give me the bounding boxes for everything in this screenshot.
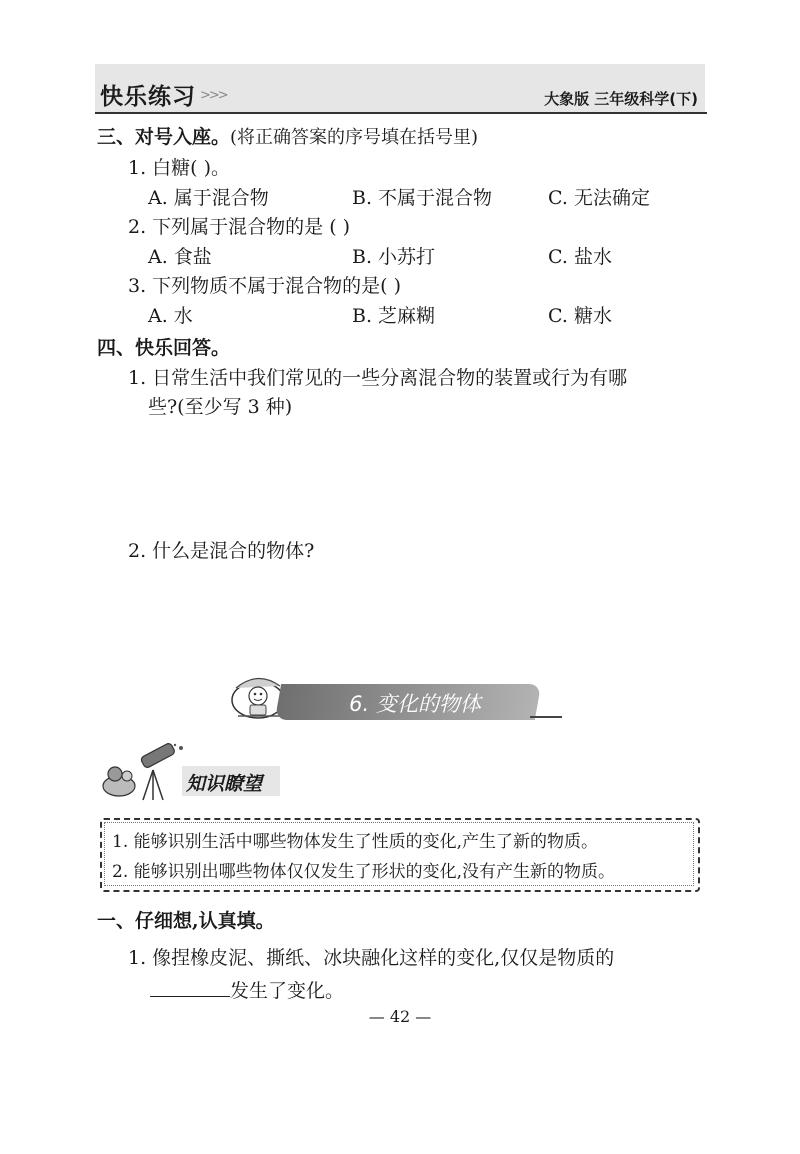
telescope-icon [97,742,187,804]
option-c: C. 盐水 [548,246,612,268]
section3-title: 三、对号入座。 [97,126,231,148]
option-b: B. 不属于混合物 [352,187,493,209]
question-text: 2. 什么是混合的物体? [128,540,315,562]
option-c: C. 糖水 [548,305,612,327]
section1-heading: 一、仔细想,认真填。 [97,910,275,932]
option-a: A. 属于混合物 [148,187,269,209]
page-number: — 42 — [368,1007,432,1026]
goal-item: 2. 能够识别出哪些物体仅仅发生了形状的变化,没有产生新的物质。 [112,862,616,882]
question-text-cont: 些?(至少写 3 种) [148,396,293,418]
header-title: 快乐练习 [100,84,196,110]
option-c: C. 无法确定 [548,187,650,209]
option-b: B. 芝麻糊 [352,305,436,327]
question-text: 1. 日常生活中我们常见的一些分离混合物的装置或行为有哪 [128,367,628,389]
option-b: B. 小苏打 [352,246,436,268]
question-text-cont: 发生了变化。 [230,980,345,1002]
option-a: A. 食盐 [148,246,212,268]
section4-heading: 四、快乐回答。 [97,337,231,359]
question-stem: 1. 白糖( )。 [128,157,231,179]
header-book-info: 大象版 三年级科学(下) [544,90,698,108]
question-stem: 2. 下列属于混合物的是 ( ) [128,216,351,238]
section3-heading [97,122,478,149]
fill-blank-line [150,976,344,1003]
goal-item: 1. 能够识别生活中哪些物体发生了性质的变化,产生了新的物质。 [112,832,599,852]
option-a: A. 水 [148,305,193,327]
knowledge-title: 知识瞭望 [186,773,263,795]
chapter-title: 6. 变化的物体 [349,692,481,716]
question-text: 1. 像捏橡皮泥、撕纸、冰块融化这样的变化,仅仅是物质的 [128,947,615,969]
header-arrows: >>> [200,88,227,103]
header-rule [95,112,707,114]
question-stem: 3. 下列物质不属于混合物的是( ) [128,275,402,297]
answer-blank[interactable] [150,978,230,997]
chapter-underline [530,716,562,718]
section3-note: (将正确答案的序号填在括号里) [230,127,479,148]
